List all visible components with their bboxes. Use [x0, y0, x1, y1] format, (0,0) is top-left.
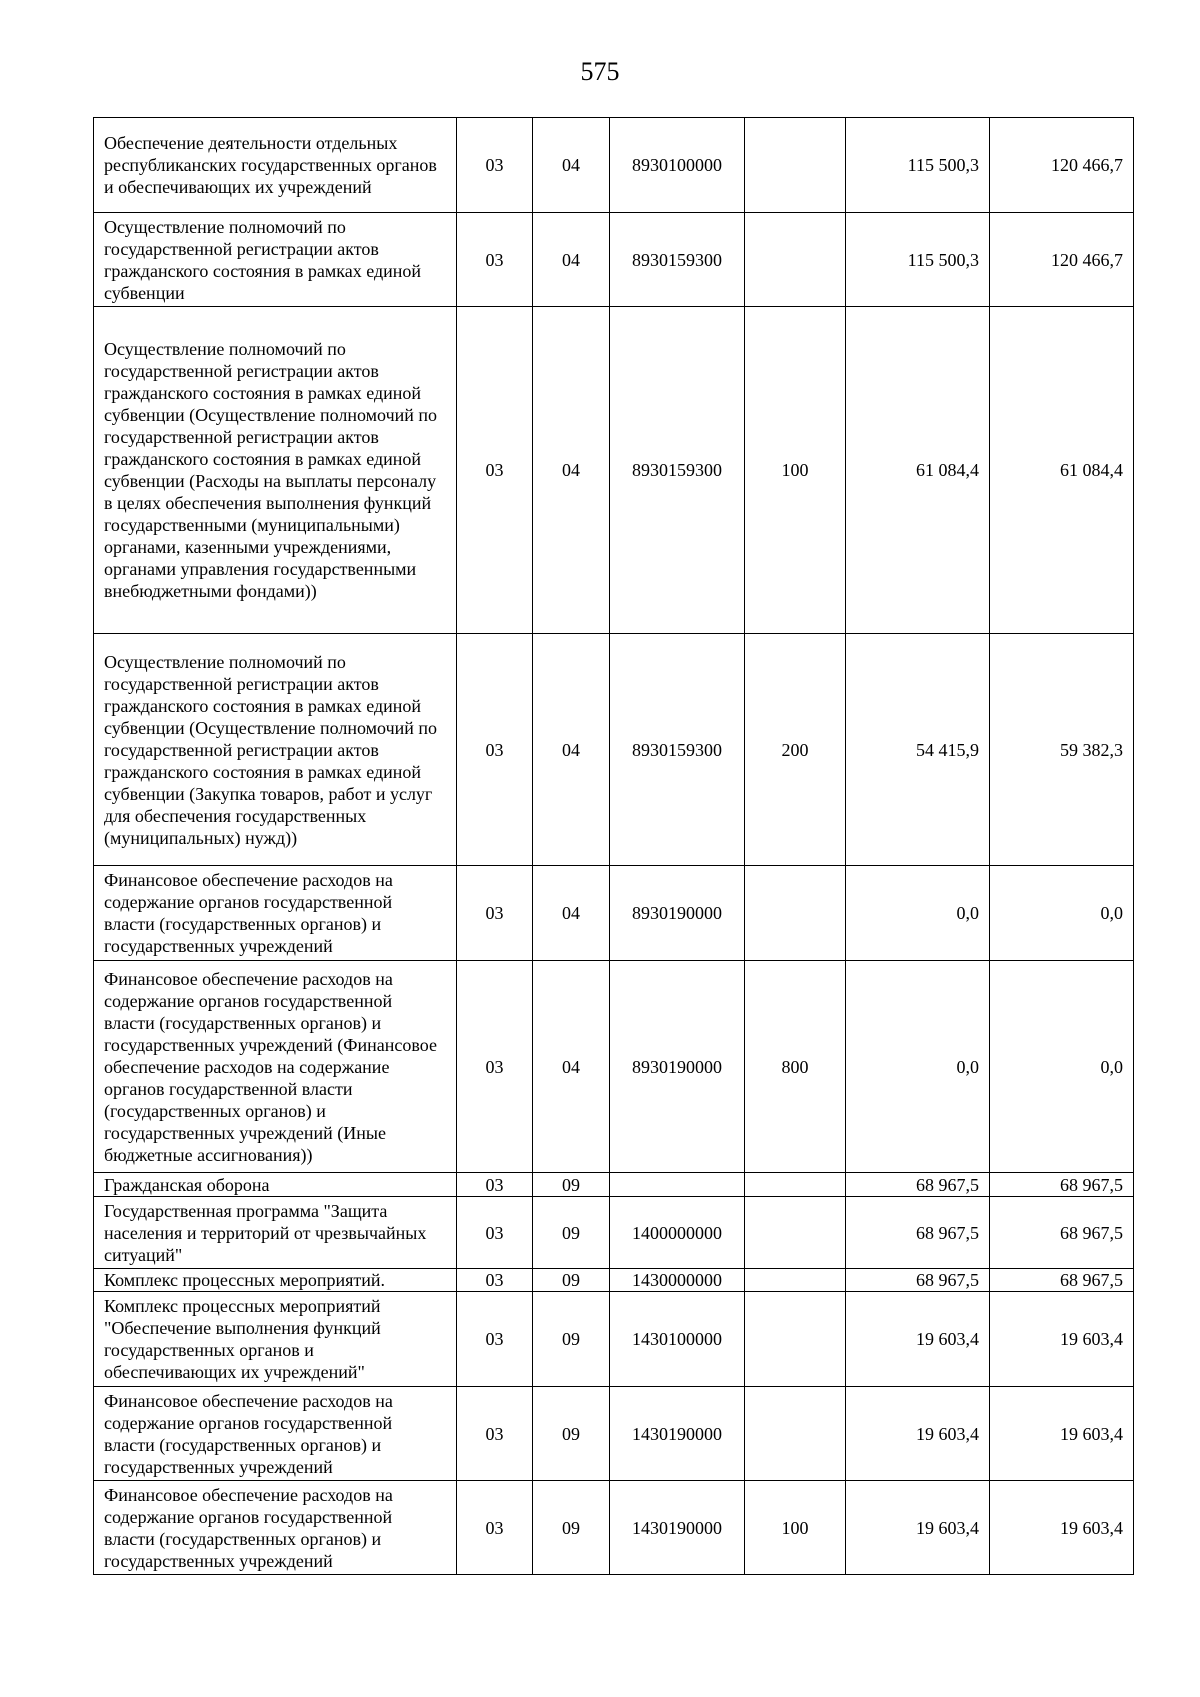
row-amount-2-cell: 61 084,4 — [990, 307, 1134, 634]
budget-table-body — [94, 118, 1134, 1575]
table-row — [94, 1387, 1134, 1481]
row-code-cell: 8930159300 — [610, 634, 745, 866]
row-subsection-cell: 09 — [533, 1269, 610, 1292]
table-row — [94, 634, 1134, 866]
row-name-cell: Финансовое обеспечение расходов на содержание органов государственной власти (государственных органов) и государственных учреждений — [94, 866, 457, 961]
row-amount-2-cell: 120 466,7 — [990, 118, 1134, 213]
table-row — [94, 1173, 1134, 1197]
row-section-cell: 03 — [457, 1292, 533, 1387]
row-section-cell: 03 — [457, 1269, 533, 1292]
row-amount-1-cell: 68 967,5 — [846, 1269, 990, 1292]
row-type-cell — [745, 1197, 846, 1269]
table-row — [94, 866, 1134, 961]
row-section-cell: 03 — [457, 961, 533, 1173]
row-type-cell: 200 — [745, 634, 846, 866]
row-amount-1-cell: 115 500,3 — [846, 118, 990, 213]
budget-table — [93, 117, 1134, 1575]
row-subsection-cell: 09 — [533, 1173, 610, 1197]
row-amount-1-cell: 61 084,4 — [846, 307, 990, 634]
row-subsection-cell: 04 — [533, 307, 610, 634]
row-code-cell: 8930100000 — [610, 118, 745, 213]
row-amount-1-cell: 19 603,4 — [846, 1481, 990, 1575]
row-amount-2-cell: 19 603,4 — [990, 1481, 1134, 1575]
row-name-cell: Комплекс процессных мероприятий. — [94, 1269, 457, 1292]
row-name-cell: Комплекс процессных мероприятий "Обеспечение выполнения функций государственных органов и обеспечивающих их учреждений" — [94, 1292, 457, 1387]
row-amount-2-cell: 19 603,4 — [990, 1387, 1134, 1481]
row-amount-1-cell: 19 603,4 — [846, 1387, 990, 1481]
row-code-cell: 1400000000 — [610, 1197, 745, 1269]
row-subsection-cell: 09 — [533, 1481, 610, 1575]
row-amount-2-cell: 0,0 — [990, 961, 1134, 1173]
row-section-cell: 03 — [457, 1197, 533, 1269]
row-amount-2-cell: 0,0 — [990, 866, 1134, 961]
row-name-cell: Осуществление полномочий по государственной регистрации актов гражданского состояния в рамках единой субвенции — [94, 213, 457, 307]
row-amount-1-cell: 68 967,5 — [846, 1197, 990, 1269]
table-row — [94, 213, 1134, 307]
row-code-cell — [610, 1173, 745, 1197]
table-row — [94, 1481, 1134, 1575]
row-subsection-cell: 04 — [533, 961, 610, 1173]
row-type-cell — [745, 213, 846, 307]
row-amount-1-cell: 0,0 — [846, 961, 990, 1173]
row-code-cell: 8930190000 — [610, 866, 745, 961]
row-amount-1-cell: 68 967,5 — [846, 1173, 990, 1197]
row-name-cell: Финансовое обеспечение расходов на содержание органов государственной власти (государственных органов) и государственных учреждений — [94, 1387, 457, 1481]
row-type-cell — [745, 118, 846, 213]
row-section-cell: 03 — [457, 866, 533, 961]
row-subsection-cell: 09 — [533, 1387, 610, 1481]
row-amount-1-cell: 115 500,3 — [846, 213, 990, 307]
row-name-cell: Обеспечение деятельности отдельных республиканских государственных органов и обеспечивающих их учреждений — [94, 118, 457, 213]
row-subsection-cell: 09 — [533, 1292, 610, 1387]
row-code-cell: 8930159300 — [610, 307, 745, 634]
row-amount-2-cell: 68 967,5 — [990, 1269, 1134, 1292]
row-subsection-cell: 04 — [533, 118, 610, 213]
row-type-cell — [745, 1269, 846, 1292]
row-section-cell: 03 — [457, 213, 533, 307]
table-row — [94, 1269, 1134, 1292]
row-amount-1-cell: 54 415,9 — [846, 634, 990, 866]
row-code-cell: 1430190000 — [610, 1481, 745, 1575]
row-code-cell: 8930190000 — [610, 961, 745, 1173]
row-name-cell: Финансовое обеспечение расходов на содержание органов государственной власти (государственных органов) и государственных учреждений — [94, 1481, 457, 1575]
row-type-cell: 100 — [745, 307, 846, 634]
row-name-cell: Осуществление полномочий по государственной регистрации актов гражданского состояния в рамках единой субвенции (Осуществление полномочий по государственной регистрации актов гражданского состояния в рамках единой субвенции (Расходы на выплаты персоналу в целях обеспечения выполнения функций государственными (муниципальными) органами, казенными учреждениями, органами управления государственными внебюджетными фондами)) — [94, 307, 457, 634]
row-amount-2-cell: 59 382,3 — [990, 634, 1134, 866]
row-code-cell: 1430100000 — [610, 1292, 745, 1387]
row-code-cell: 1430000000 — [610, 1269, 745, 1292]
row-amount-1-cell: 0,0 — [846, 866, 990, 961]
row-amount-2-cell: 120 466,7 — [990, 213, 1134, 307]
row-name-cell: Гражданская оборона — [94, 1173, 457, 1197]
row-amount-2-cell: 68 967,5 — [990, 1173, 1134, 1197]
row-code-cell: 8930159300 — [610, 213, 745, 307]
row-section-cell: 03 — [457, 307, 533, 634]
row-code-cell: 1430190000 — [610, 1387, 745, 1481]
row-type-cell — [745, 866, 846, 961]
row-name-cell: Финансовое обеспечение расходов на содержание органов государственной власти (государственных органов) и государственных учреждений (Финансовое обеспечение расходов на содержание органов государственной власти (государственных органов) и государственных учреждений (Иные бюджетные ассигнования)) — [94, 961, 457, 1173]
row-type-cell: 800 — [745, 961, 846, 1173]
table-row — [94, 1197, 1134, 1269]
row-amount-2-cell: 68 967,5 — [990, 1197, 1134, 1269]
row-type-cell: 100 — [745, 1481, 846, 1575]
row-name-cell: Осуществление полномочий по государственной регистрации актов гражданского состояния в рамках единой субвенции (Осуществление полномочий по государственной регистрации актов гражданского состояния в рамках единой субвенции (Закупка товаров, работ и услуг для обеспечения государственных (муниципальных) нужд)) — [94, 634, 457, 866]
row-amount-2-cell: 19 603,4 — [990, 1292, 1134, 1387]
row-type-cell — [745, 1292, 846, 1387]
row-amount-1-cell: 19 603,4 — [846, 1292, 990, 1387]
row-subsection-cell: 04 — [533, 866, 610, 961]
row-section-cell: 03 — [457, 1387, 533, 1481]
table-row — [94, 118, 1134, 213]
row-section-cell: 03 — [457, 634, 533, 866]
table-row — [94, 961, 1134, 1173]
page-number: 575 — [580, 57, 620, 86]
row-section-cell: 03 — [457, 1173, 533, 1197]
row-section-cell: 03 — [457, 1481, 533, 1575]
row-subsection-cell: 04 — [533, 634, 610, 866]
row-type-cell — [745, 1387, 846, 1481]
row-subsection-cell: 09 — [533, 1197, 610, 1269]
table-row — [94, 307, 1134, 634]
row-subsection-cell: 04 — [533, 213, 610, 307]
row-type-cell — [745, 1173, 846, 1197]
row-section-cell: 03 — [457, 118, 533, 213]
row-name-cell: Государственная программа "Защита населения и территорий от чрезвычайных ситуаций" — [94, 1197, 457, 1269]
table-row — [94, 1292, 1134, 1387]
